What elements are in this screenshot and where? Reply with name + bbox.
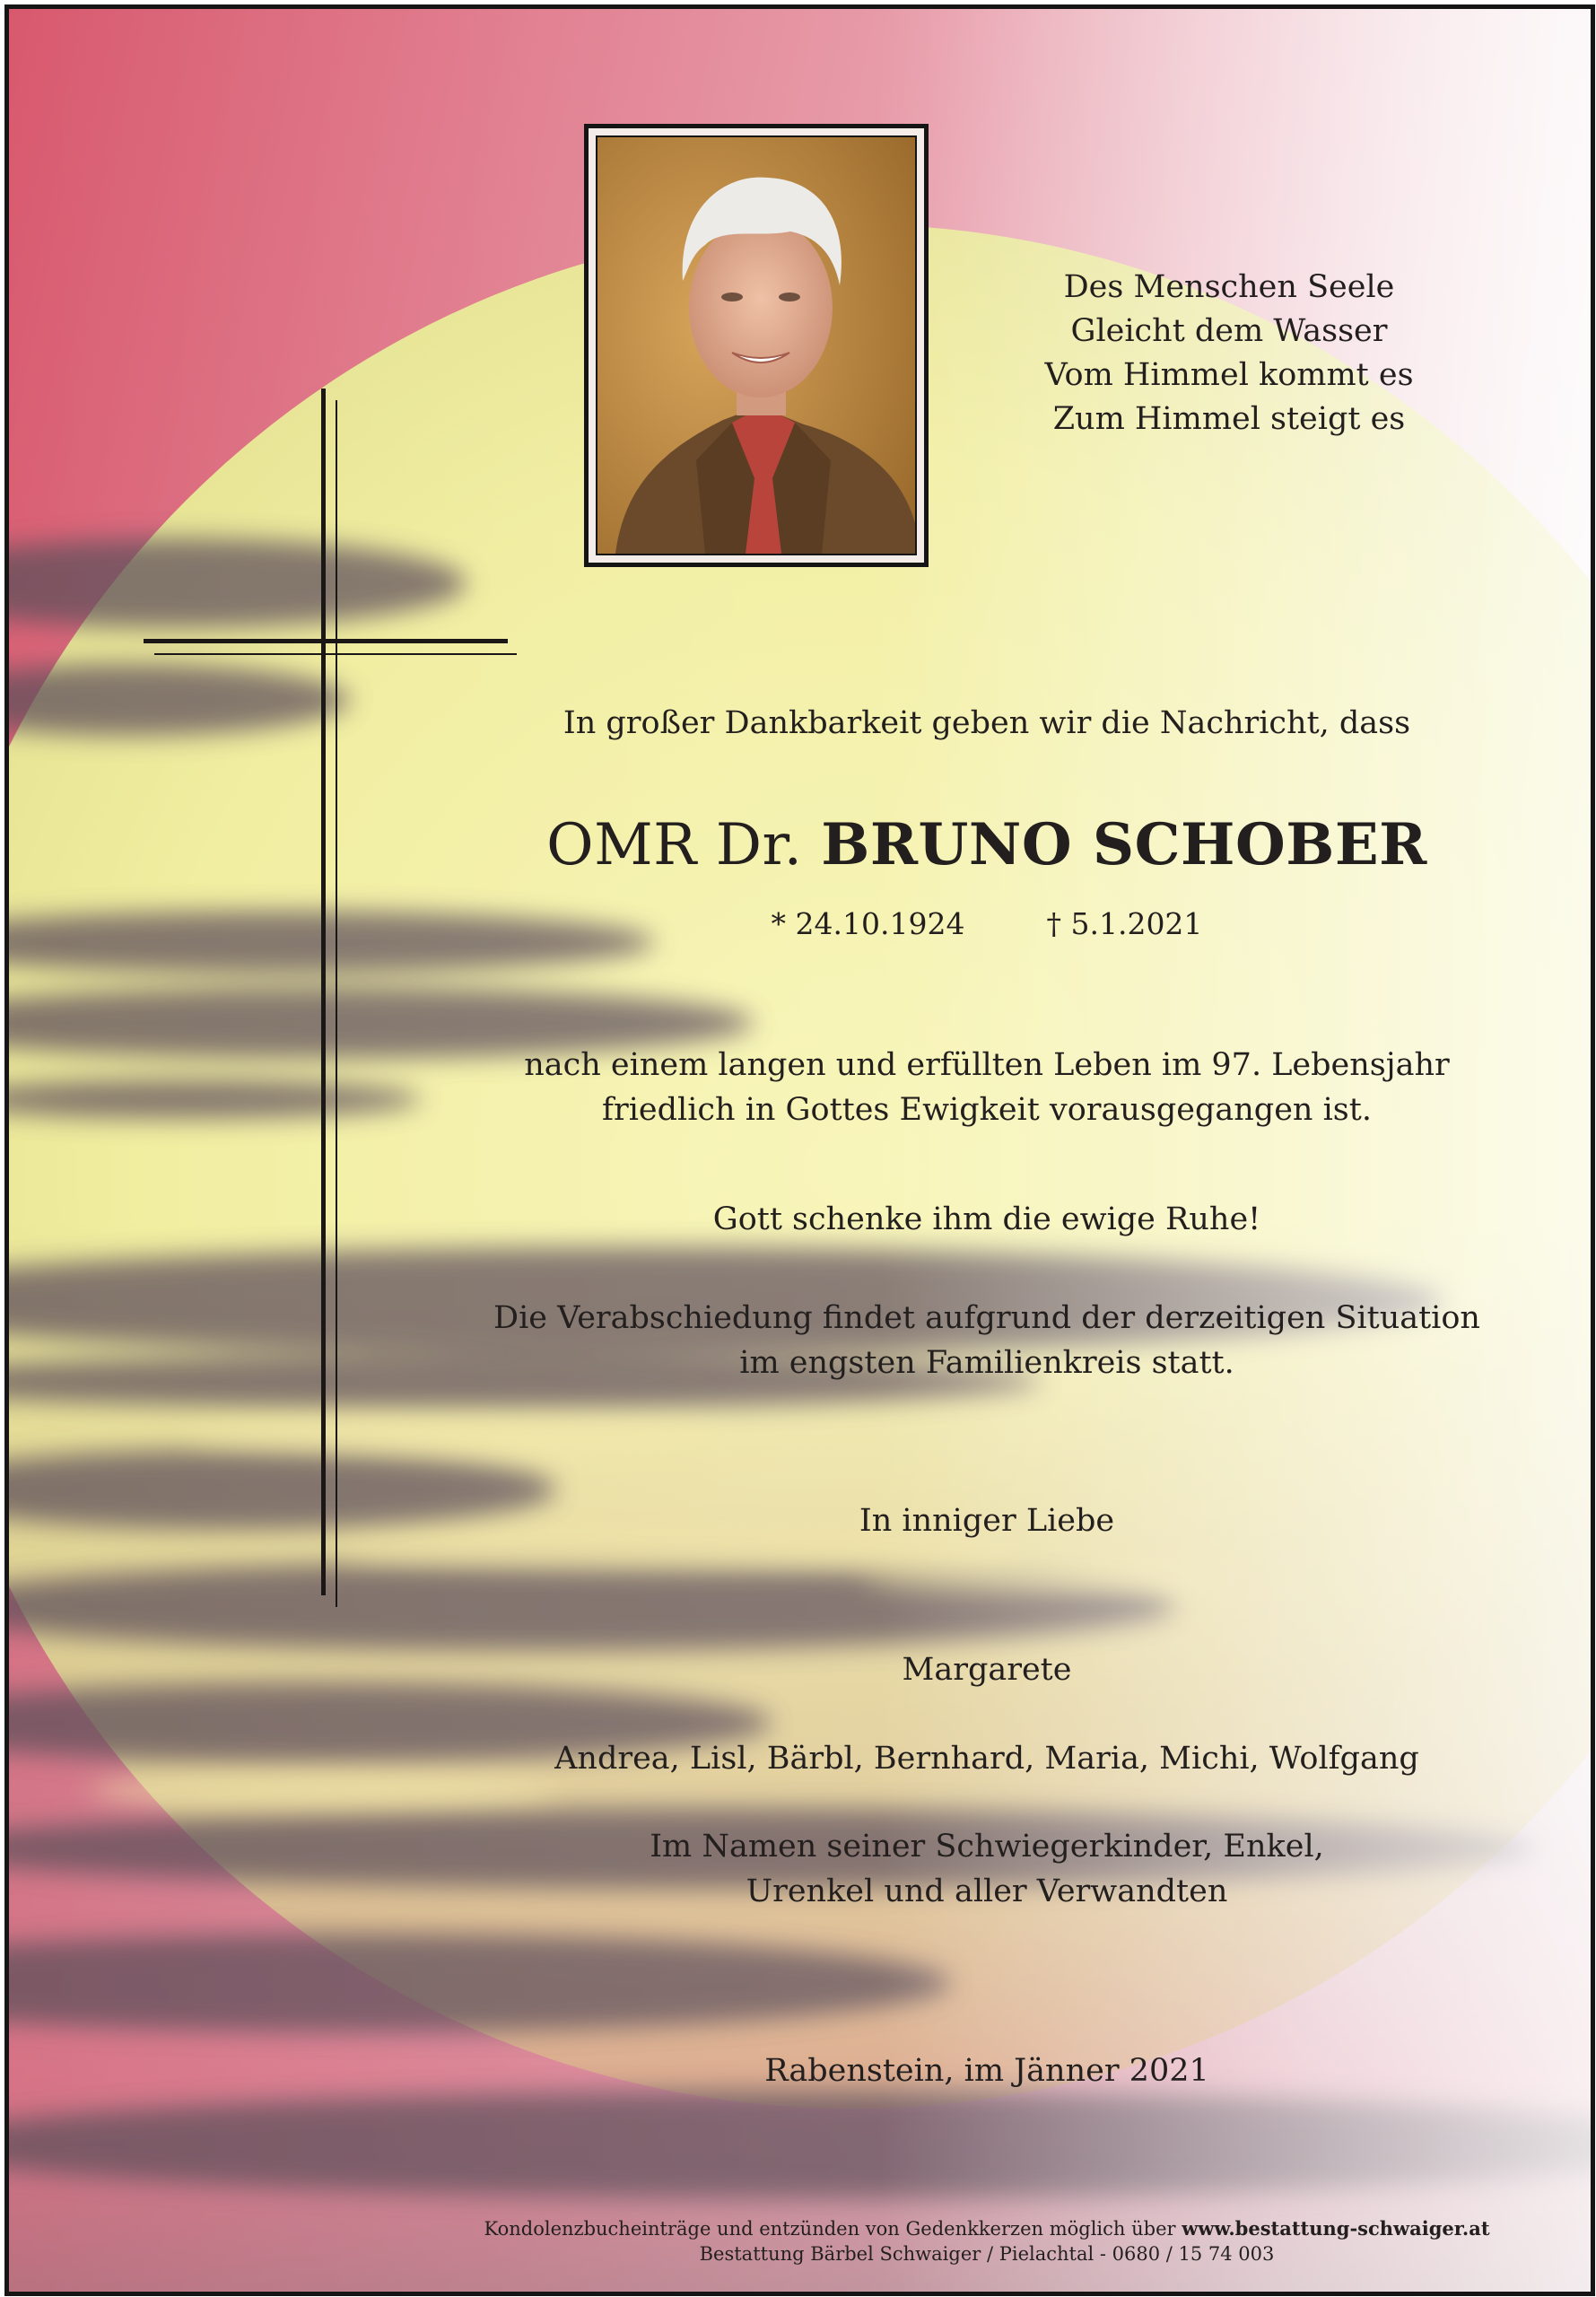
deceased-fullname: BRUNO SCHOBER	[821, 811, 1427, 878]
spouse-name: Margarete	[902, 1652, 1072, 1688]
poem-line: Zum Himmel steigt es	[1052, 401, 1406, 437]
portrait-illustration	[597, 137, 915, 554]
website-link[interactable]: www.bestattung-schwaiger.at	[1182, 2217, 1490, 2240]
relatives-line: Im Namen seiner Schwiegerkinder, Enkel,	[650, 1829, 1324, 1865]
farewell-text	[359, 1296, 1596, 1385]
footer-undertaker: Bestattung Bärbel Schwaiger / Pielachtal - 0680 / 15 74 003	[699, 2243, 1275, 2265]
love-text: In inniger Liebe	[859, 1503, 1115, 1539]
portrait-frame	[584, 124, 929, 567]
cross-vertical-line-thin	[336, 400, 337, 1607]
poem-line: Vom Himmel kommt es	[1044, 357, 1414, 393]
cross-horizontal-line-thin	[154, 653, 517, 655]
deceased-title: OMR Dr.	[546, 812, 803, 878]
prayer-text: Gott schenke ihm die ewige Ruhe!	[712, 1201, 1261, 1237]
farewell-line: Die Verabschiedung findet aufgrund der derzeitigen Situation	[493, 1300, 1480, 1336]
footer-condolence	[359, 2216, 1596, 2241]
relatives-line: Urenkel und aller Verwandten	[746, 1873, 1228, 1909]
condolence-text: Kondolenzbucheinträge und entzünden von Gedenkkerzen möglich über	[484, 2218, 1176, 2240]
poem-line: Gleicht dem Wasser	[1070, 313, 1388, 349]
life-text	[359, 1043, 1596, 1132]
life-text-line: friedlich in Gottes Ewigkeit vorausgegangen ist.	[602, 1092, 1372, 1128]
relatives-text	[359, 1824, 1596, 1914]
poem	[987, 266, 1471, 441]
cross-horizontal-line	[144, 639, 508, 643]
deceased-name	[449, 811, 1525, 878]
place-date: Rabenstein, im Jänner 2021	[764, 2053, 1209, 2089]
portrait-photo	[596, 135, 917, 555]
cross-vertical-line	[321, 389, 326, 1595]
intro-text: In großer Dankbarkeit geben wir die Nachricht, dass	[563, 705, 1411, 741]
children-names: Andrea, Lisl, Bärbl, Bernhard, Maria, Michi, Wolfgang	[554, 1741, 1419, 1777]
poem-line: Des Menschen Seele	[1063, 269, 1395, 305]
life-dates	[449, 906, 1525, 941]
life-text-line: nach einem langen und erfüllten Leben im 97. Lebensjahr	[524, 1047, 1450, 1083]
birth-date: * 24.10.1924	[771, 906, 965, 941]
farewell-line: im engsten Familienkreis statt.	[739, 1345, 1234, 1381]
death-date: † 5.1.2021	[1046, 906, 1203, 941]
